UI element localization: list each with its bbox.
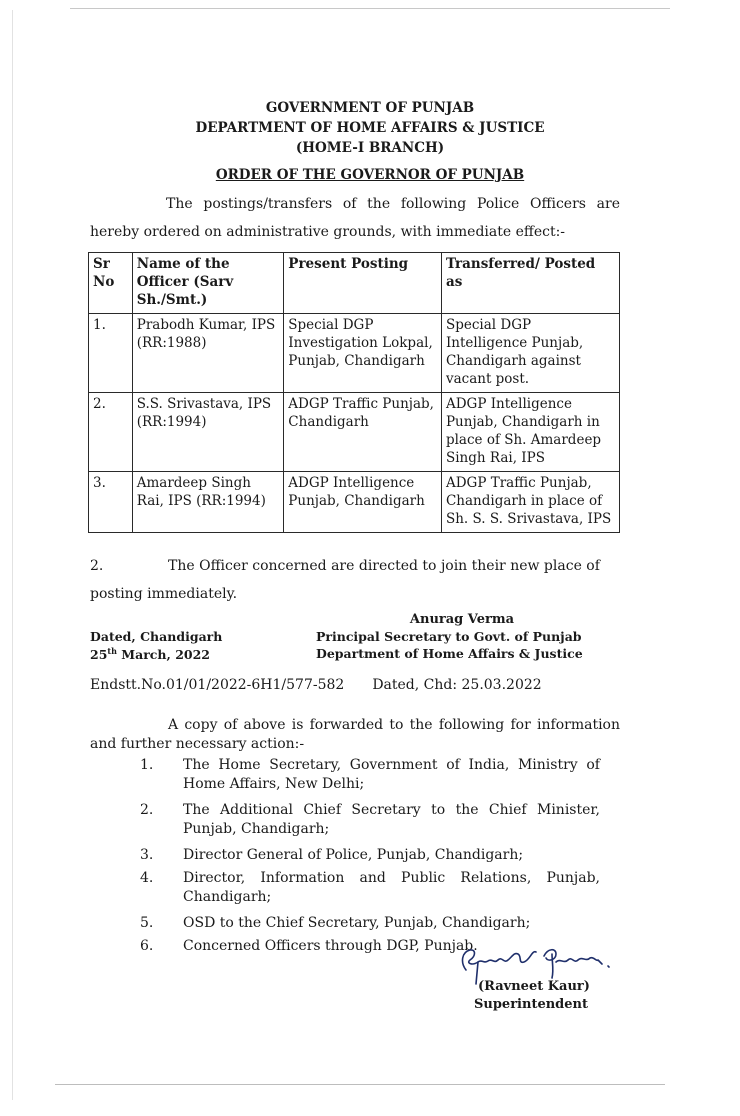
cell-sr: 2.	[89, 393, 133, 472]
paragraph-number: 2.	[90, 558, 104, 574]
endorsement-line	[90, 677, 542, 693]
header-present-posting: Present Posting	[284, 253, 442, 314]
postings-table	[88, 252, 620, 533]
dated-date: 25th March, 2022	[90, 646, 210, 663]
signer-designation: Principal Secretary to Govt. of Punjab	[316, 629, 582, 644]
list-item: 1. The Home Secretary, Government of India, Ministry of Home Affairs, New Delhi;	[140, 757, 600, 792]
intro-text: The postings/transfers of the following Police Officers are hereby ordered on administrative grounds, with immediate effect:-	[90, 196, 620, 240]
cell-transferred-as: Special DGP Intelligence Punjab, Chandigarh against vacant post.	[441, 314, 619, 393]
cell-sr: 1.	[89, 314, 133, 393]
intro-paragraph	[90, 190, 620, 246]
signer-name: Anurag Verma	[409, 612, 514, 627]
dated-place: Dated, Chandigarh	[90, 629, 223, 644]
endorsement-number: Endstt.No.01/01/2022-6H1/577-582	[90, 677, 345, 693]
list-item: 5. OSD to the Chief Secretary, Punjab, Chandigarh;	[140, 915, 531, 931]
cell-sr: 3.	[89, 472, 133, 533]
signer-department: Department of Home Affairs & Justice	[316, 646, 583, 661]
header-sr-no: Sr No	[89, 253, 133, 314]
superintendent-name: (Ravneet Kaur)	[478, 979, 590, 994]
copy-forward-text: A copy of above is forwarded to the following for information and further necessary action:-	[90, 717, 620, 752]
header-department: DEPARTMENT OF HOME AFFAIRS & JUSTICE	[195, 120, 545, 136]
table-row	[89, 472, 620, 533]
list-item: 6. Concerned Officers through DGP, Punjab.	[140, 938, 478, 954]
table-header-row	[89, 253, 620, 314]
table-row	[89, 393, 620, 472]
directive-paragraph	[90, 552, 622, 608]
copy-forward-paragraph	[90, 716, 620, 754]
header-officer-name: Name of the Officer (Sarv Sh./Smt.)	[132, 253, 284, 314]
cell-present-posting: ADGP Traffic Punjab, Chandigarh	[284, 393, 442, 472]
header-transferred-as: Transferred/ Posted as	[441, 253, 619, 314]
order-title: ORDER OF THE GOVERNOR OF PUNJAB	[215, 167, 525, 183]
superintendent-designation: Superintendent	[474, 997, 588, 1012]
cell-present-posting: ADGP Intelligence Punjab, Chandigarh	[284, 472, 442, 533]
header-branch: (HOME-I BRANCH)	[295, 140, 445, 156]
endorsement-date: Dated, Chd: 25.03.2022	[372, 677, 542, 693]
cell-officer-name: S.S. Srivastava, IPS (RR:1994)	[132, 393, 284, 472]
cell-officer-name: Prabodh Kumar, IPS (RR:1988)	[132, 314, 284, 393]
list-item: 4. Director, Information and Public Relations, Punjab, Chandigarh;	[140, 870, 600, 905]
cell-transferred-as: ADGP Intelligence Punjab, Chandigarh in place of Sh. Amardeep Singh Rai, IPS	[441, 393, 619, 472]
cell-officer-name: Amardeep Singh Rai, IPS (RR:1994)	[132, 472, 284, 533]
cell-present-posting: Special DGP Investigation Lokpal, Punjab, Chandigarh	[284, 314, 442, 393]
header-government: GOVERNMENT OF PUNJAB	[265, 100, 475, 116]
directive-text: The Officer concerned are directed to join their new place of posting immediately.	[90, 558, 600, 602]
cell-transferred-as: ADGP Traffic Punjab, Chandigarh in place of Sh. S. S. Srivastava, IPS	[441, 472, 619, 533]
table-row	[89, 314, 620, 393]
list-item: 3. Director General of Police, Punjab, Chandigarh;	[140, 847, 524, 863]
list-item: 2. The Additional Chief Secretary to the Chief Minister, Punjab, Chandigarh;	[140, 802, 600, 837]
recipients-list	[140, 756, 600, 963]
